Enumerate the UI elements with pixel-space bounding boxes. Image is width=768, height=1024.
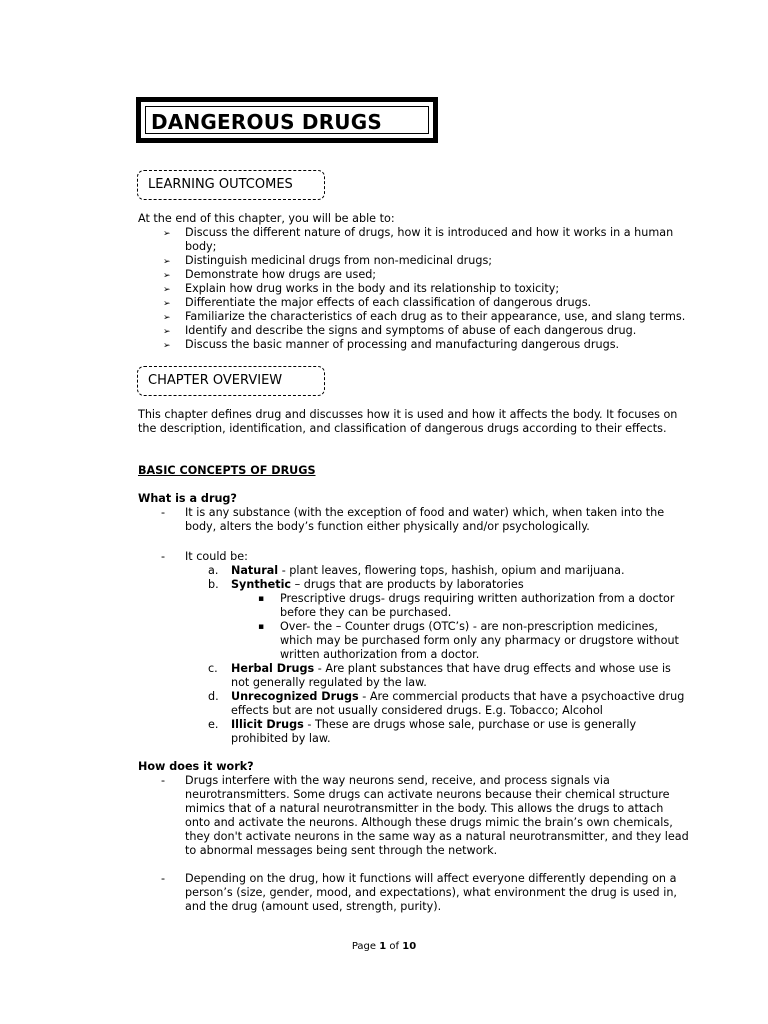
arrow-bullet-icon: ➢ (163, 299, 171, 309)
what-is-drug-heading: What is a drug? (138, 492, 237, 505)
how-works-paragraph: - Drugs interfere with the way neurons send, receive, and process signals via neurotransmitters. Some drugs can activate neurons because their chemical structure mimics that of a natural neurotransmitter in the body. This allows the drugs to attach onto and activate the neurons. Although these drugs mimic the brain’s own chemicals, they don't activate neurons in the same way as a natural neurotransmitter, and they lead to abnormal messages being sent through the network. (161, 774, 689, 857)
arrow-bullet-icon: ➢ (163, 341, 171, 351)
title-box (136, 97, 438, 143)
learning-outcomes-heading: LEARNING OUTCOMES (148, 177, 293, 192)
chapter-overview-heading: CHAPTER OVERVIEW (148, 373, 283, 388)
current-page: 1 (379, 941, 387, 952)
list-item: ➢ Identify and describe the signs and symptoms of abuse of each dangerous drug. (163, 324, 637, 337)
list-item: ➢ Explain how drug works in the body and its relationship to toxicity; (163, 282, 560, 295)
learning-outcomes-intro: At the end of this chapter, you will be able to: (138, 212, 395, 225)
arrow-bullet-icon: ➢ (163, 257, 171, 267)
arrow-bullet-icon: ➢ (163, 313, 171, 323)
list-item: ➢ Discuss the different nature of drugs, how it is introduced and how it works in a human (163, 226, 674, 239)
sub-list-item: ▪ Over- the – Counter drugs (OTC’s) - are non-prescription medicines, which may be purchased form only any pharmacy or drugstore without written authorization from a doctor. (258, 620, 679, 661)
how-works-paragraph: - Depending on the drug, how it functions will affect everyone differently depending on a person’s (size, gender, mood, and expectations), what environment the drug is used in, and the drug (amount used, strength, purity). (161, 872, 677, 913)
square-bullet-icon: ▪ (258, 622, 265, 632)
sub-list-item: ▪ Prescriptive drugs- drugs requiring written authorization from a doctor before they can be purchased. (258, 592, 675, 619)
learning-outcomes-box (137, 170, 325, 200)
page-title: DANGEROUS DRUGS (151, 110, 382, 134)
arrow-bullet-icon: ➢ (163, 271, 171, 281)
page-footer: Page 1 of 10 (351, 941, 417, 952)
arrow-bullet-icon: ➢ (163, 285, 171, 295)
list-item-continuation: body; (185, 240, 217, 253)
how-works-heading: How does it work? (138, 760, 254, 773)
list-item: ➢ Familiarize the characteristics of each drug as to their appearance, use, and slang terms. (163, 310, 686, 323)
chapter-overview-text: This chapter defines drug and discusses how it is used and how it affects the body. It focuses on the description, identification, and classification of dangerous drugs according to their effects. (138, 408, 678, 435)
drug-types-list: a. Natural - plant leaves, flowering tops, hashish, opium and marijuana. b. Synthetic – drugs that are products by laboratories ▪ Prescriptive drugs- drugs requiring written authorization from a doctor before they can be purchased. ▪ Over- the – Counter drugs (OTC’s) - are non-prescription medicines, which may be purchased form only any pharmacy or drugstore without written authorization from a doctor. c. Herbal Drugs - Are plant substances that have drug effects and whose use is not generally regulated by the law. d. Unrecognized Drugs - Are commercial products that have a psychoactive drug effects but are not usually considered drugs. E.g. Tobacco; Alcohol e. Illicit Drugs - These are drugs whose sale, purchase or use is generally prohibited by law. (208, 564, 685, 745)
learning-outcomes-list (163, 226, 686, 356)
list-item: ➢ Discuss the basic manner of processing and manufacturing dangerous drugs. (163, 338, 620, 351)
list-item: ➢ Demonstrate how drugs are used; (163, 268, 377, 281)
could-be-item: - It could be: (161, 550, 248, 563)
square-bullet-icon: ▪ (258, 594, 265, 604)
arrow-bullet-icon: ➢ (163, 327, 171, 337)
arrow-bullet-icon: ➢ (163, 229, 171, 239)
total-pages: 10 (402, 941, 417, 952)
basic-concepts-heading: BASIC CONCEPTS OF DRUGS (138, 464, 316, 477)
definition-item: - It is any substance (with the exception of food and water) which, when taken into the body, alters the body’s function either physically and/or psychologically. (161, 506, 665, 533)
list-item: ➢ Differentiate the major effects of each classification of dangerous drugs. (163, 296, 592, 309)
list-item: ➢ Distinguish medicinal drugs from non-medicinal drugs; (163, 254, 493, 267)
chapter-overview-box (137, 366, 325, 396)
